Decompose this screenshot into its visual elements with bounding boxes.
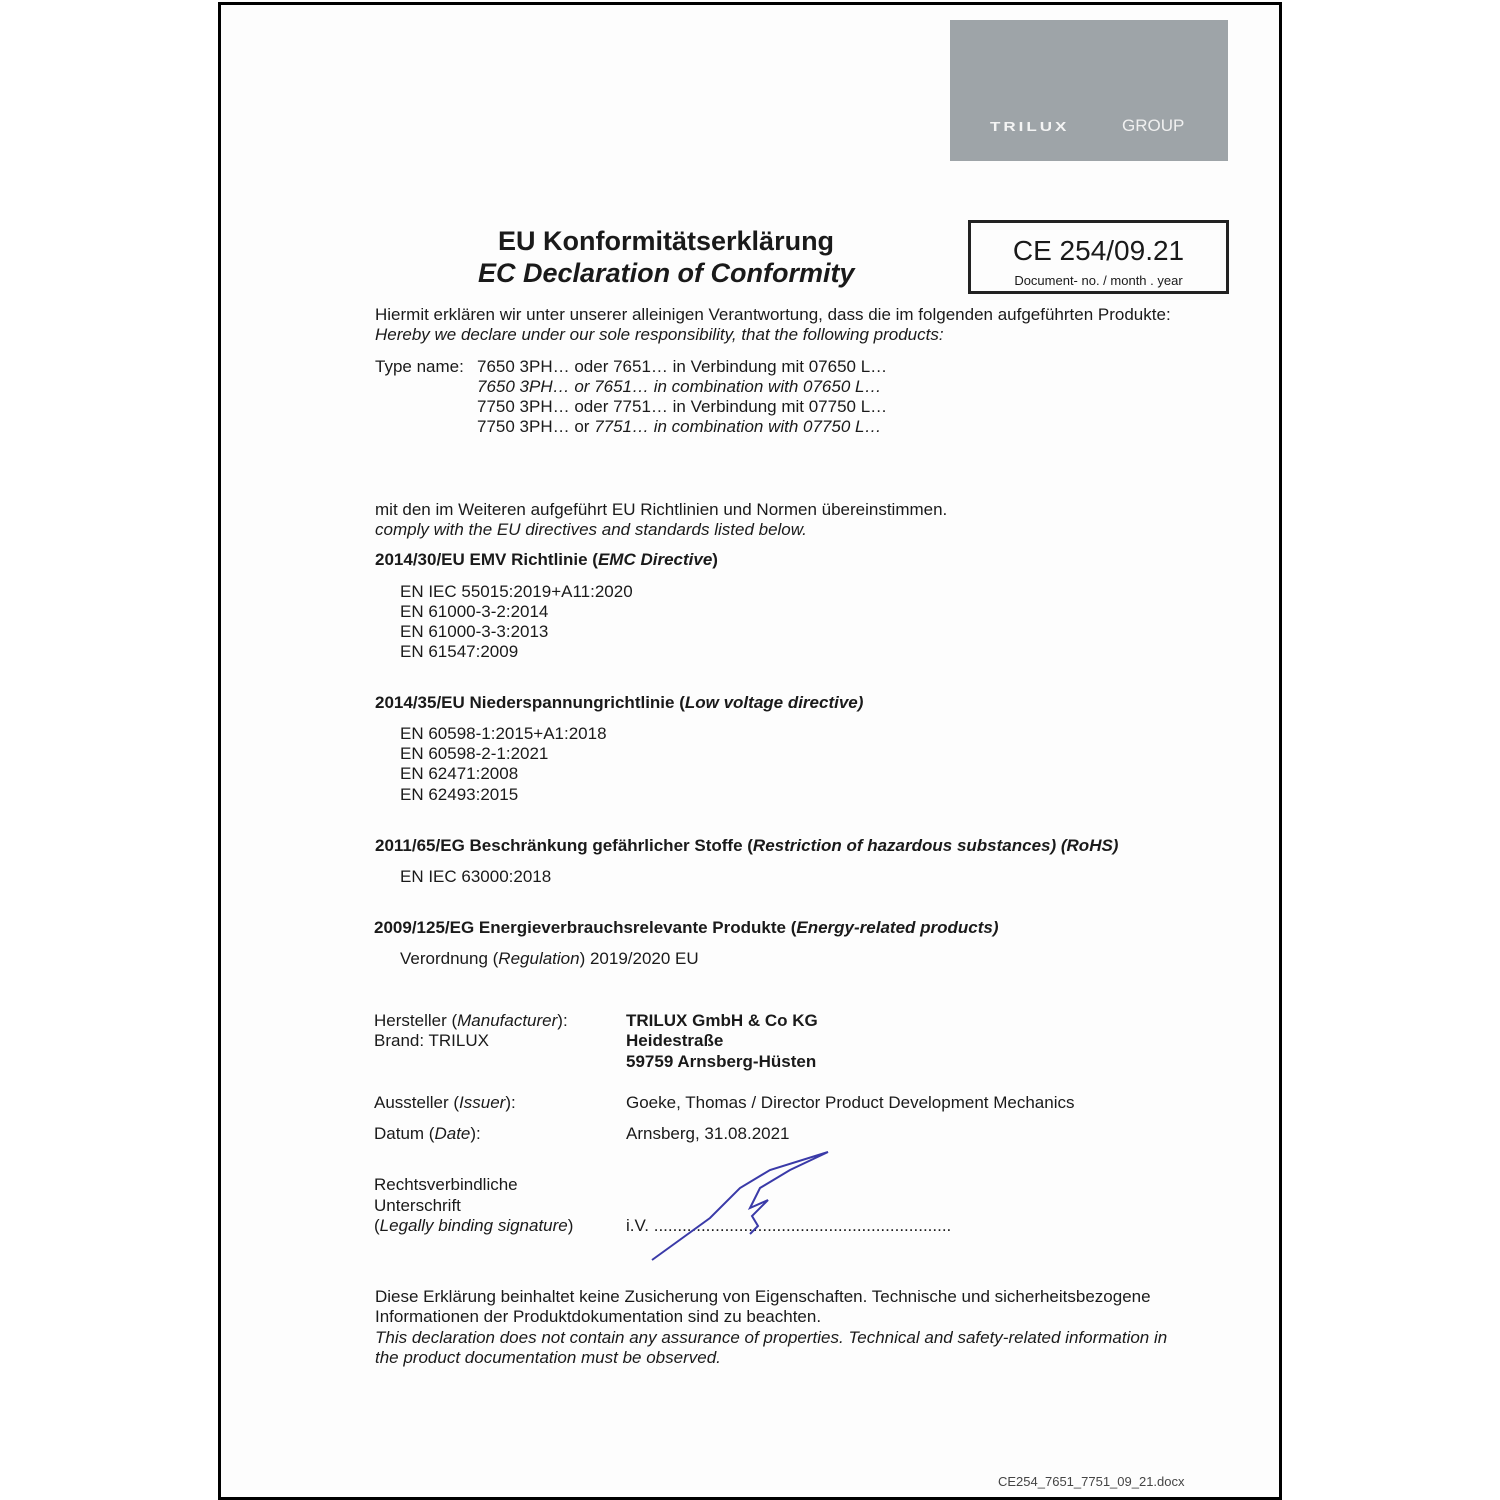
type-label: Type name:	[375, 357, 464, 376]
directive-heading: 2014/30/EU EMV Richtlinie (EMC Directive)	[375, 550, 718, 569]
standard: EN IEC 55015:2019+A11:2020	[400, 582, 633, 601]
manufacturer-street: Heidestraße	[626, 1031, 724, 1050]
disclaimer-de: Diese Erklärung beinhaltet keine Zusicherung von Eigenschaften. Technische und sicherheitsbezogene	[375, 1287, 1151, 1306]
document-number-box	[968, 220, 1229, 294]
manufacturer-city: 59759 Arnsberg-Hüsten	[626, 1052, 817, 1071]
intro-de: Hiermit erklären wir unter unserer alleinigen Verantwortung, dass die im folgenden aufgeführten Produkte:	[375, 305, 1171, 324]
type-line: 7650 3PH… or 7651… in combination with 07650 L…	[477, 377, 882, 396]
issuer-value: Goeke, Thomas / Director Product Development Mechanics	[626, 1093, 1075, 1112]
type-line: 7650 3PH… oder 7651… in Verbindung mit 07650 L…	[477, 357, 888, 376]
logo-group: GROUP	[1122, 116, 1185, 135]
type-line: 7750 3PH… oder 7751… in Verbindung mit 07750 L…	[477, 397, 888, 416]
standard: EN IEC 63000:2018	[400, 867, 552, 886]
directive-heading: 2014/35/EU Niederspannungrichtlinie (Low voltage directive)	[375, 693, 864, 712]
issuer-label: Aussteller (Issuer):	[374, 1093, 516, 1112]
title-en: EC Declaration of Conformity	[478, 258, 855, 288]
signature-label: Rechtsverbindliche	[374, 1175, 518, 1194]
title-de: EU Konformitätserklärung	[498, 226, 835, 256]
comply-de: mit den im Weiteren aufgeführt EU Richtlinien und Normen übereinstimmen.	[375, 500, 948, 519]
document-number: CE 254/09.21	[1012, 235, 1185, 266]
signature-line: i.V. ...............................................................	[626, 1216, 952, 1235]
disclaimer-en: This declaration does not contain any assurance of properties. Technical and safety-related information in	[375, 1328, 1168, 1347]
brand-label: Brand: TRILUX	[374, 1031, 489, 1050]
manufacturer-name: TRILUX GmbH & Co KG	[626, 1011, 818, 1030]
standard: EN 60598-1:2015+A1:2018	[400, 724, 607, 743]
comply-en: comply with the EU directives and standards listed below.	[375, 520, 807, 539]
handwritten-signature	[640, 1148, 840, 1268]
regulation: Verordnung (Regulation) 2019/2020 EU	[400, 949, 699, 968]
directive-heading: 2011/65/EG Beschränkung gefährlicher Stoffe (Restriction of hazardous substances) (RoHS)	[375, 836, 1119, 855]
manufacturer-label: Hersteller (Manufacturer):	[374, 1011, 568, 1030]
standard: EN 61000-3-2:2014	[400, 602, 549, 621]
logo-brand: TRILUX	[990, 119, 1070, 134]
type-line: 7750 3PH… or 7751… in combination with 07750 L…	[477, 417, 882, 436]
disclaimer-en: the product documentation must be observed.	[375, 1348, 721, 1367]
standard: EN 60598-2-1:2021	[400, 744, 549, 763]
standard: EN 61547:2009	[400, 642, 519, 661]
date-label: Datum (Date):	[374, 1124, 481, 1143]
intro-en: Hereby we declare under our sole responsibility, that the following products:	[375, 325, 944, 344]
disclaimer-de: Informationen der Produktdokumentation sind zu beachten.	[375, 1307, 822, 1326]
standard: EN 61000-3-3:2013	[400, 622, 549, 641]
standard: EN 62493:2015	[400, 785, 519, 804]
standard: EN 62471:2008	[400, 764, 519, 783]
footer-filename	[998, 1473, 1185, 1481]
signature-label: (Legally binding signature)	[374, 1216, 574, 1235]
date-value: Arnsberg, 31.08.2021	[626, 1124, 790, 1143]
signature-label: Unterschrift	[374, 1196, 461, 1215]
directive-heading: 2009/125/EG Energieverbrauchsrelevante Produkte (Energy-related products)	[374, 918, 999, 937]
document-number-caption: Document- no. / month . year	[1014, 273, 1183, 288]
trilux-group-logo	[950, 20, 1228, 161]
